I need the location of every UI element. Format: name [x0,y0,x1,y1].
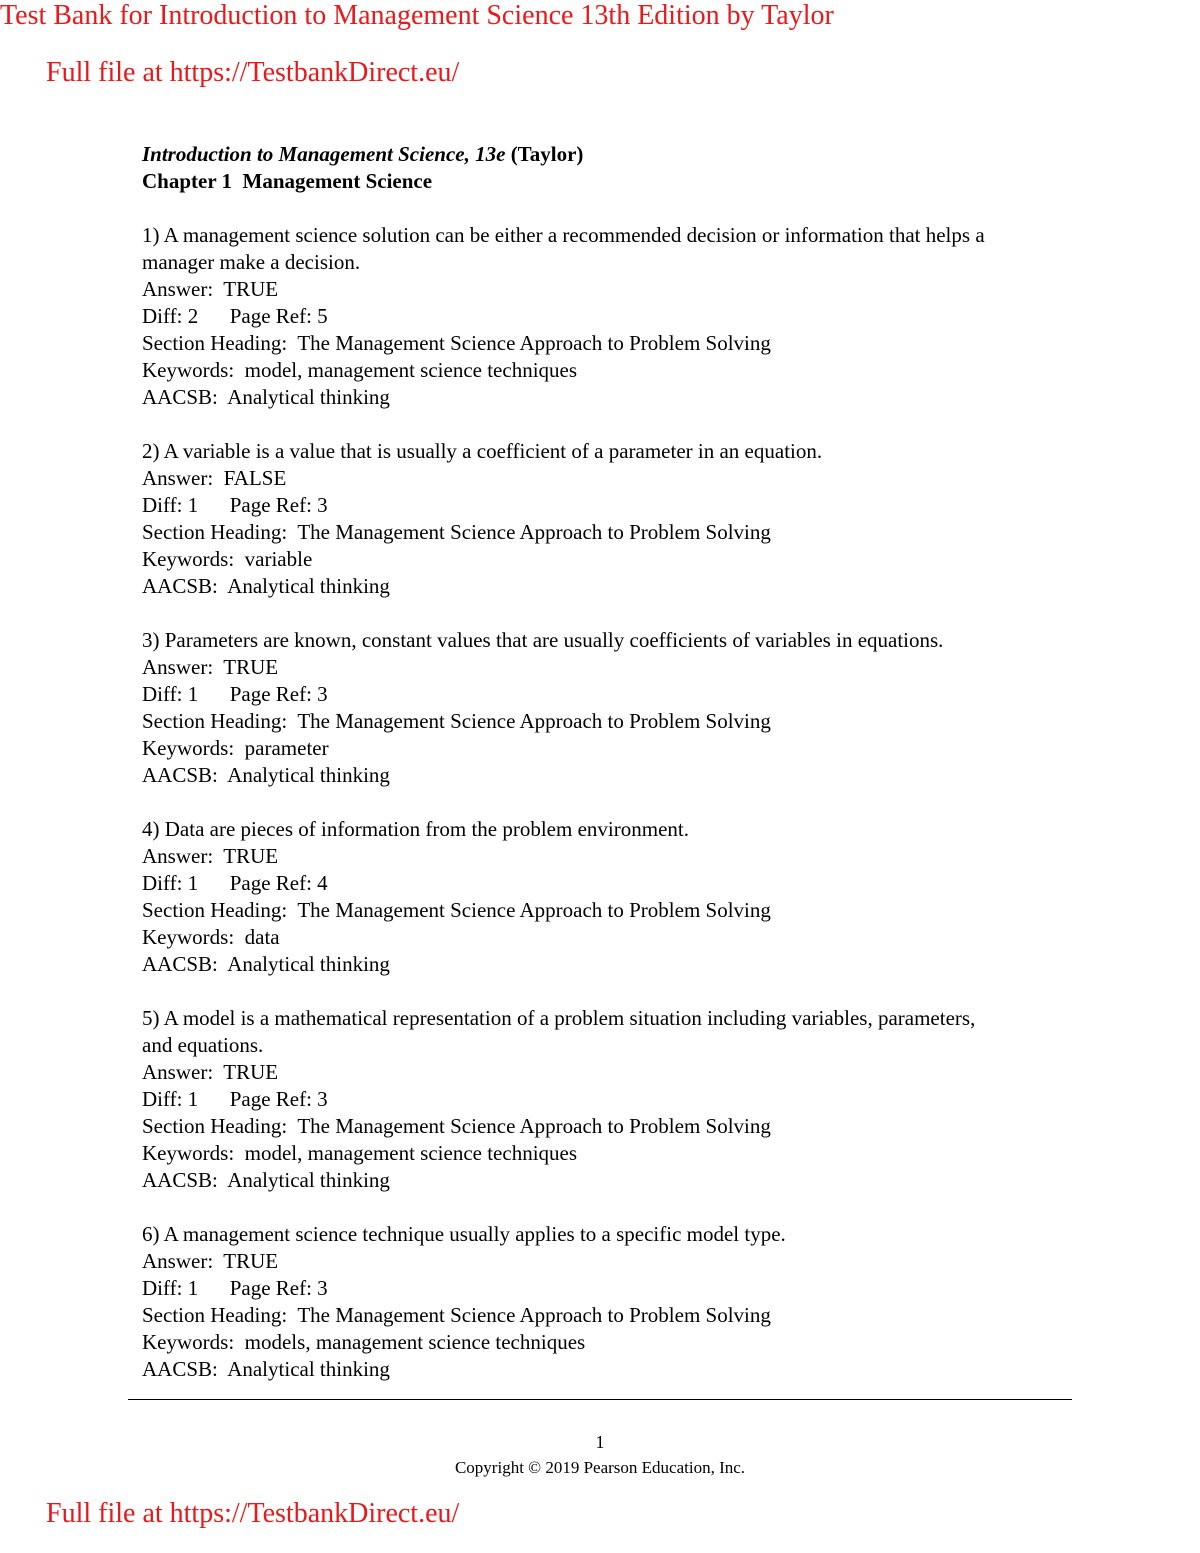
question-section: Section Heading: The Management Science Approach to Problem Solving [142,1303,771,1327]
question-section: Section Heading: The Management Science Approach to Problem Solving [142,709,771,733]
question-keywords: Keywords: parameter [142,736,329,760]
question-item [142,222,1082,411]
question-answer: Answer: TRUE [142,844,279,868]
question-aacsb: AACSB: Analytical thinking [142,1168,390,1192]
copyright-notice: Copyright © 2019 Pearson Education, Inc. [454,1458,746,1477]
question-section: Section Heading: The Management Science Approach to Problem Solving [142,1114,771,1138]
question-keywords: Keywords: model, management science techniques [142,1141,578,1165]
question-keywords: Keywords: variable [142,547,313,571]
question-text: 5) A model is a mathematical representation of a problem situation including variables, parameters, and equations. [142,1006,976,1057]
question-item [142,627,1082,789]
question-aacsb: AACSB: Analytical thinking [142,574,390,598]
question-answer: Answer: FALSE [142,466,287,490]
question-section: Section Heading: The Management Science Approach to Problem Solving [142,331,771,355]
question-diff: Diff: 1 Page Ref: 3 [142,1087,328,1111]
question-answer: Answer: TRUE [142,1249,279,1273]
banner-title: Test Bank for Introduction to Management Science 13th Edition by Taylor [0,0,834,31]
question-diff: Diff: 1 Page Ref: 4 [142,871,328,895]
book-author: (Taylor) [505,142,584,166]
question-item [142,1005,1082,1194]
question-aacsb: AACSB: Analytical thinking [142,763,390,787]
question-item [142,816,1082,978]
question-answer: Answer: TRUE [142,655,279,679]
question-aacsb: AACSB: Analytical thinking [142,1357,390,1381]
question-section: Section Heading: The Management Science Approach to Problem Solving [142,520,771,544]
question-keywords: Keywords: data [142,925,280,949]
question-keywords: Keywords: models, management science techniques [142,1330,586,1354]
question-diff: Diff: 2 Page Ref: 5 [142,304,328,328]
document-body [142,141,1082,1383]
book-heading [142,141,1082,168]
question-aacsb: AACSB: Analytical thinking [142,952,390,976]
question-text: 4) Data are pieces of information from the problem environment. [142,817,689,841]
question-diff: Diff: 1 Page Ref: 3 [142,682,328,706]
book-title: Introduction to Management Science, 13e [142,142,506,166]
question-keywords: Keywords: model, management science techniques [142,358,578,382]
question-text: 6) A management science technique usually applies to a specific model type. [142,1222,786,1246]
chapter-title: Chapter 1 Management Science [142,169,433,193]
footer-divider [128,1399,1072,1400]
question-item [142,1221,1082,1383]
page-number: 1 [595,1432,605,1452]
question-diff: Diff: 1 Page Ref: 3 [142,493,328,517]
question-answer: Answer: TRUE [142,277,279,301]
question-text: 2) A variable is a value that is usually a coefficient of a parameter in an equation. [142,439,823,463]
question-answer: Answer: TRUE [142,1060,279,1084]
question-text: 3) Parameters are known, constant values that are usually coefficients of variables in equations. [142,628,944,652]
question-aacsb: AACSB: Analytical thinking [142,385,390,409]
question-section: Section Heading: The Management Science Approach to Problem Solving [142,898,771,922]
banner-full-file-link-top[interactable]: Full file at https://TestbankDirect.eu/ [46,57,460,88]
question-item [142,438,1082,600]
banner-full-file-link-bottom[interactable]: Full file at https://TestbankDirect.eu/ [46,1498,460,1529]
question-text: 1) A management science solution can be either a recommended decision or information that helps a manager make a decision. [142,223,985,274]
question-diff: Diff: 1 Page Ref: 3 [142,1276,328,1300]
